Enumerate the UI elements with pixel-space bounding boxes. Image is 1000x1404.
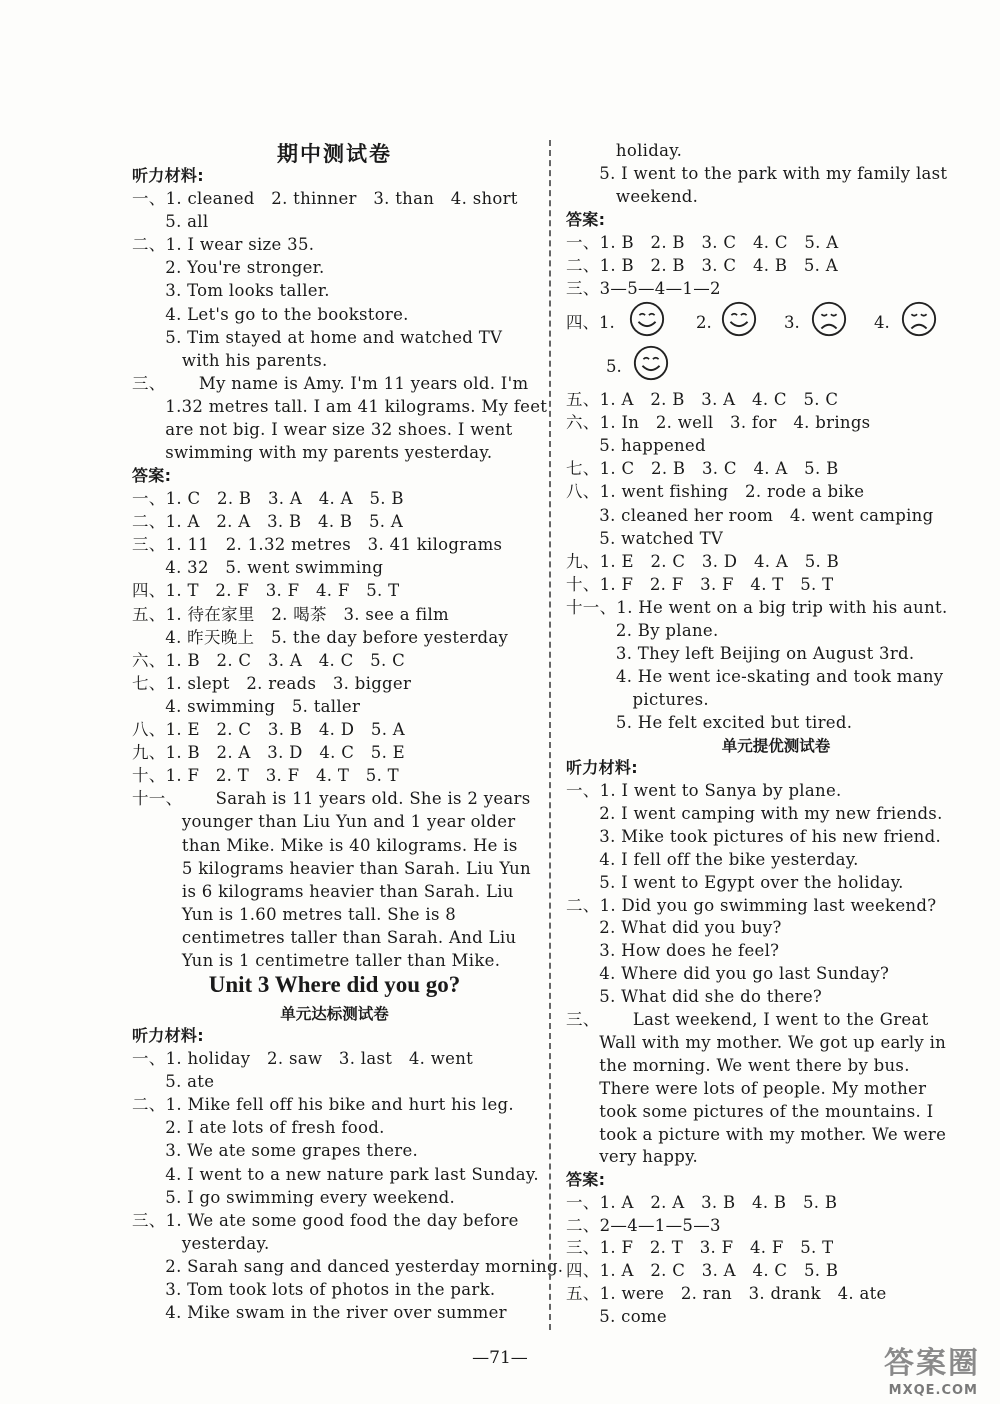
text-line: took a picture with my mother. We were — [566, 1124, 947, 1144]
faces-label: 四、1. — [566, 313, 615, 332]
text-line: 十、1. F 2. F 3. F 4. T 5. T — [566, 574, 834, 594]
text-line: 5. I went to the park with my family last — [566, 164, 948, 184]
faces-row-2 — [566, 344, 986, 390]
text-line: 3. How does he feel? — [566, 941, 780, 961]
text-line: 一、1. I went to Sanya by plane. — [566, 781, 842, 800]
smiley-face-icon — [720, 300, 758, 338]
text-line: 5. I went to Egypt over the holiday. — [566, 872, 904, 892]
text-line: 三、1. F 2. T 3. F 4. F 5. T — [566, 1238, 834, 1258]
text-line: 九、1. B 2. A 3. D 4. C 5. E — [132, 743, 406, 763]
text-line: 4. 昨天晚上 5. the day before yesterday — [132, 627, 509, 647]
text-line: 3. Tom looks taller. — [132, 281, 330, 301]
text-line: 5. come — [566, 1306, 667, 1326]
text-line: 5. I go swimming every weekend. — [132, 1187, 456, 1207]
text-line: 4. swimming 5. taller — [132, 696, 361, 716]
text-line: 3. cleaned her room 4. went camping — [566, 505, 934, 525]
text-line: is 6 kilograms heavier than Sarah. Liu — [132, 881, 514, 901]
text-line: 4. He went ice-skating and took many — [566, 667, 944, 687]
text-line: with his parents. — [132, 350, 328, 370]
answers-label-right: 答案: — [566, 210, 606, 229]
text-line: 七、1. slept 2. reads 3. bigger — [132, 673, 412, 693]
text-line: Yun is 1 centimetre taller than Mike. — [132, 951, 501, 970]
text-line: 四、1. T 2. F 3. F 4. F 5. T — [132, 581, 400, 601]
text-line: 4. Mike swam in the river over summer — [132, 1303, 507, 1323]
sad-face-icon — [900, 300, 938, 338]
text-line: 3. Tom took lots of photos in the park. — [132, 1280, 496, 1299]
text-line: 三、 Last weekend, I went to the Great — [566, 1010, 929, 1029]
text-line: 一、1. C 2. B 3. A 4. A 5. B — [132, 489, 404, 508]
watermark-logo: 答案圈 — [884, 1346, 980, 1381]
text-line: 5. What did she do there? — [566, 987, 823, 1007]
text-line: 2. By plane. — [566, 621, 719, 640]
text-line: 二、1. I wear size 35. — [132, 235, 315, 255]
text-line: 五、1. A 2. B 3. A 4. C 5. C — [566, 390, 839, 409]
text-line: 5. Tim stayed at home and watched TV — [132, 327, 503, 347]
text-line: 5. happened — [566, 436, 706, 456]
text-line: 4. I fell off the bike yesterday. — [566, 849, 859, 869]
text-line: took some pictures of the mountains. I — [566, 1101, 934, 1121]
answers-label: 答案: — [132, 466, 172, 485]
text-line: 3. Mike took pictures of his new friend. — [566, 826, 942, 846]
sad-face-icon — [810, 300, 848, 338]
smiley-face-icon — [632, 344, 670, 382]
text-line: 三、1. We ate some good food the day before — [132, 1210, 519, 1230]
text-line: very happy. — [566, 1147, 699, 1167]
text-line: 1.32 metres tall. I am 41 kilograms. My feet — [132, 396, 548, 416]
text-line: 4. 32 5. went swimming — [132, 558, 384, 578]
text-line: 二、2—4—1—5—3 — [566, 1215, 721, 1235]
text-line: 一、1. B 2. B 3. C 4. C 5. A — [566, 233, 839, 252]
exam-title: 期中测试卷 — [277, 142, 392, 166]
text-line: 五、1. 待在家里 2. 喝茶 3. see a film — [132, 604, 449, 624]
text-line: 三、3—5—4—1—2 — [566, 279, 721, 299]
text-line: 2. What did you buy? — [566, 918, 782, 938]
unit-subtitle: 单元达标测试卷 — [280, 1005, 389, 1023]
text-line: 2. I ate lots of fresh food. — [132, 1118, 385, 1138]
text-line: 二、1. Mike fell off his bike and hurt his leg. — [132, 1095, 514, 1115]
unit-title: Unit 3 Where did you go? — [208, 972, 461, 997]
text-line: 5. all — [132, 212, 209, 232]
text-line: 三、 My name is Amy. I'm 11 years old. I'm — [132, 373, 529, 393]
text-line: pictures. — [566, 690, 709, 710]
text-line: 八、1. E 2. C 3. B 4. D 5. A — [132, 720, 406, 739]
text-line: holiday. — [566, 141, 683, 160]
face-4-num: 4. — [874, 313, 890, 332]
watermark-url: MXQE.COM — [888, 1383, 978, 1398]
text-line: 4. Where did you go last Sunday? — [566, 964, 890, 984]
page-number: —71— — [472, 1348, 528, 1368]
text-line: swimming with my parents yesterday. — [132, 443, 493, 463]
text-line: 5. watched TV — [566, 528, 724, 548]
text-line: 四、1. A 2. C 3. A 4. C 5. B — [566, 1261, 839, 1281]
text-line: are not big. I wear size 32 shoes. I went — [132, 420, 513, 439]
text-line: 5 kilograms heavier than Sarah. Liu Yun — [132, 858, 531, 878]
text-line: 2. Sarah sang and danced yesterday morning. — [132, 1256, 564, 1276]
text-line: Wall with my mother. We got up early in — [566, 1032, 947, 1052]
text-line: 5. ate — [132, 1072, 215, 1092]
text-line: 2. I went camping with my new friends. — [566, 803, 943, 823]
face-5-num: 5. — [606, 357, 622, 376]
face-2-num: 2. — [696, 313, 712, 332]
text-line: 六、1. B 2. C 3. A 4. C 5. C — [132, 650, 405, 670]
column-divider — [549, 140, 551, 1330]
text-line: 九、1. E 2. C 3. D 4. A 5. B — [566, 551, 840, 571]
answers-label-right-2: 答案: — [566, 1170, 606, 1189]
text-line: 六、1. In 2. well 3. for 4. brings — [566, 413, 871, 433]
text-line: 4. I went to a new nature park last Sunday. — [132, 1164, 539, 1184]
text-line: 十一、1. He went on a big trip with his aunt. — [566, 597, 948, 617]
text-line: 十、1. F 2. T 3. F 4. T 5. T — [132, 766, 399, 786]
text-line: There were lots of people. My mother — [566, 1078, 927, 1098]
text-line: 十一、 Sarah is 11 years old. She is 2 years — [132, 789, 531, 809]
text-line: than Mike. Mike is 40 kilograms. He is — [132, 835, 518, 855]
text-line: 3. They left Beijing on August 3rd. — [566, 644, 915, 664]
text-line: weekend. — [566, 187, 699, 207]
text-line: 二、1. A 2. A 3. B 4. B 5. A — [132, 512, 404, 532]
text-line: 3. We ate some grapes there. — [132, 1141, 419, 1161]
text-line: 二、1. B 2. B 3. C 4. B 5. A — [566, 256, 838, 276]
text-line: 七、1. C 2. B 3. C 4. A 5. B — [566, 459, 839, 479]
text-line: 一、1. A 2. A 3. B 4. B 5. B — [566, 1193, 838, 1212]
test-subtitle: 单元提优测试卷 — [721, 737, 831, 755]
text-line: younger than Liu Yun and 1 year older — [132, 812, 516, 832]
text-line: 五、1. were 2. ran 3. drank 4. ate — [566, 1283, 887, 1303]
text-line: 一、1. cleaned 2. thinner 3. than 4. short — [132, 189, 518, 208]
listening-label-2: 听力材料: — [132, 1026, 204, 1045]
text-line: yesterday. — [132, 1233, 270, 1253]
text-line: the morning. We went there by bus. — [566, 1055, 910, 1075]
faces-row — [566, 300, 986, 346]
text-line: 二、1. Did you go swimming last weekend? — [566, 895, 937, 915]
listening-label-right: 听力材料: — [566, 758, 638, 777]
text-line: centimetres taller than Sarah. And Liu — [132, 927, 517, 947]
text-line: 八、1. went fishing 2. rode a bike — [566, 482, 865, 502]
smiley-face-icon — [628, 300, 666, 338]
text-line: 一、1. holiday 2. saw 3. last 4. went — [132, 1049, 474, 1068]
text-line: Yun is 1.60 metres tall. She is 8 — [132, 904, 457, 924]
listening-label: 听力材料: — [132, 166, 204, 185]
text-line: 5. He felt excited but tired. — [566, 713, 853, 733]
text-line: 三、1. 11 2. 1.32 metres 3. 41 kilograms — [132, 535, 503, 555]
face-3-num: 3. — [784, 313, 800, 332]
text-line: 4. Let's go to the bookstore. — [132, 304, 409, 324]
text-line: 2. You're stronger. — [132, 258, 325, 278]
